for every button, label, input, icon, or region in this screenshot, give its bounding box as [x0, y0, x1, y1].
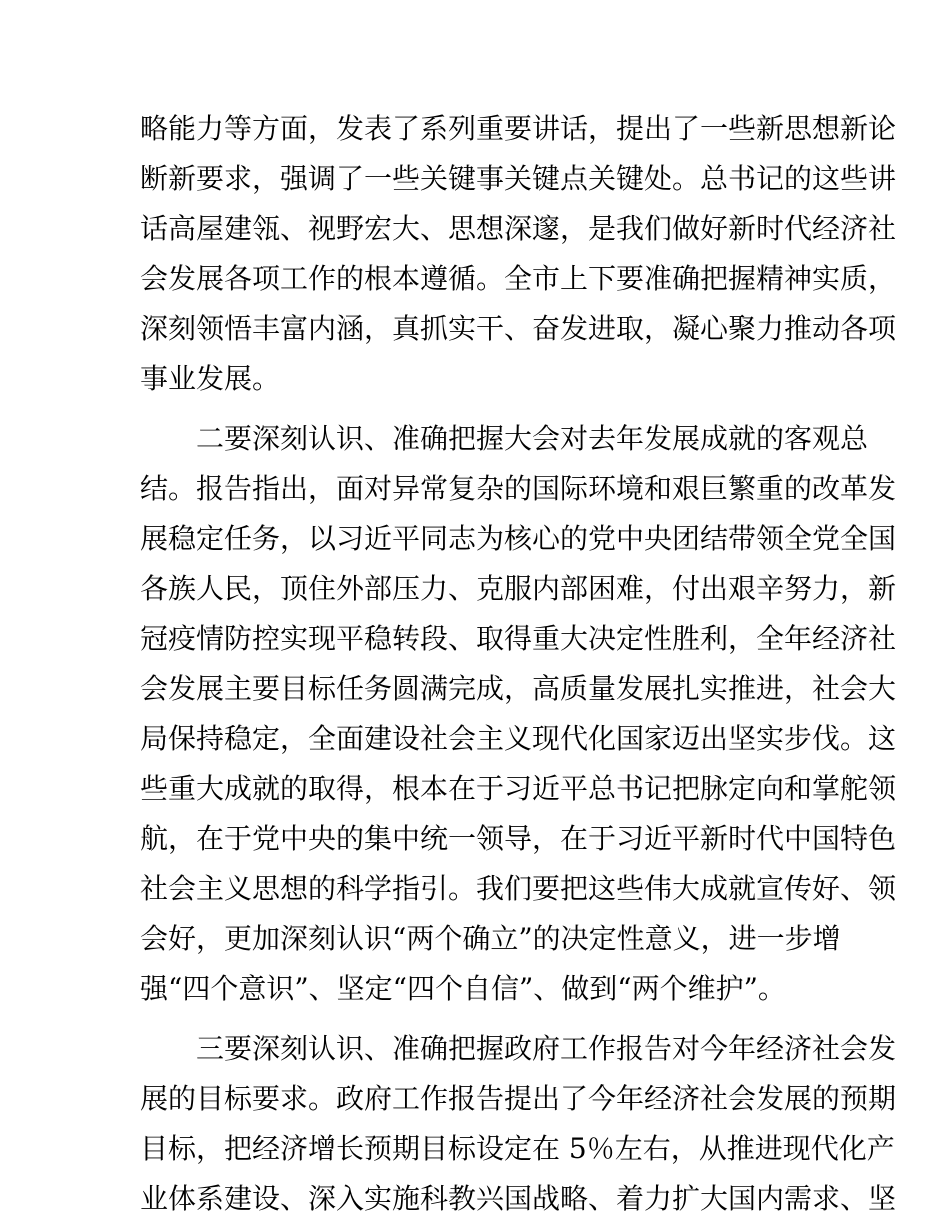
paragraph-3-line-3: 目标，把经济增长预期目标设定在 5％左右，从推进现代化产: [140, 1132, 895, 1165]
paragraph-1-line-1: 略能力等方面，发表了系列重要讲话，提出了一些新思想新论: [140, 112, 897, 145]
paragraph-2-line-1: 二要深刻认识、准确把握大会对去年发展成就的客观总: [196, 422, 869, 455]
paragraph-1: [140, 104, 897, 404]
paragraph-2-line-4: 各族人民，顶住外部压力、克服内部困难，付出艰辛努力，新: [140, 572, 897, 605]
paragraph-3-line-1: 三要深刻认识、准确把握政府工作报告对今年经济社会发: [196, 1032, 897, 1065]
paragraph-2-line-2: 结。报告指出，面对异常复杂的国际环境和艰巨繁重的改革发: [140, 472, 897, 505]
paragraph-2-line-5: 冠疫情防控实现平稳转段、取得重大决定性胜利，全年经济社: [140, 622, 897, 655]
paragraph-2-line-7: 局保持稳定，全面建设社会主义现代化国家迈出坚实步伐。这: [140, 722, 897, 755]
paragraph-1-line-2: 断新要求，强调了一些关键事关键点关键处。总书记的这些讲: [140, 162, 897, 195]
paragraph-2-line-9: 航，在于党中央的集中统一领导，在于习近平新时代中国特色: [140, 822, 897, 855]
paragraph-2-line-3: 展稳定任务，以习近平同志为核心的党中央团结带领全党全国: [140, 522, 897, 555]
paragraph-2-line-10: 社会主义思想的科学指引。我们要把这些伟大成就宣传好、领: [140, 872, 897, 905]
document-body: [140, 104, 897, 1224]
paragraph-2-line-11: 会好，更加深刻认识“两个确立”的决定性意义，进一步增: [140, 922, 841, 955]
paragraph-1-line-5: 深刻领悟丰富内涵，真抓实干、奋发进取，凝心聚力推动各项: [140, 312, 897, 345]
paragraph-2-line-6: 会发展主要目标任务圆满完成，高质量发展扎实推进，社会大: [140, 672, 897, 705]
paragraph-1-line-3: 话高屋建瓴、视野宏大、思想深邃，是我们做好新时代经济社: [140, 212, 897, 245]
paragraph-2: [140, 414, 897, 1014]
paragraph-2-line-8: 些重大成就的取得，根本在于习近平总书记把脉定向和掌舵领: [140, 772, 897, 805]
paragraph-1-line-6: 事业发展。: [140, 362, 281, 395]
paragraph-1-line-4: 会发展各项工作的根本遵循。全市上下要准确把握精神实质，: [140, 262, 897, 295]
paragraph-3-line-2: 展的目标要求。政府工作报告提出了今年经济社会发展的预期: [140, 1082, 897, 1115]
paragraph-2-line-12: 强“四个意识”、坚定“四个自信”、做到“两个维护”。: [140, 972, 786, 1005]
paragraph-3: [140, 1024, 897, 1224]
paragraph-3-line-4: 业体系建设、深入实施科教兴国战略、着力扩大国内需求、坚: [140, 1182, 897, 1215]
